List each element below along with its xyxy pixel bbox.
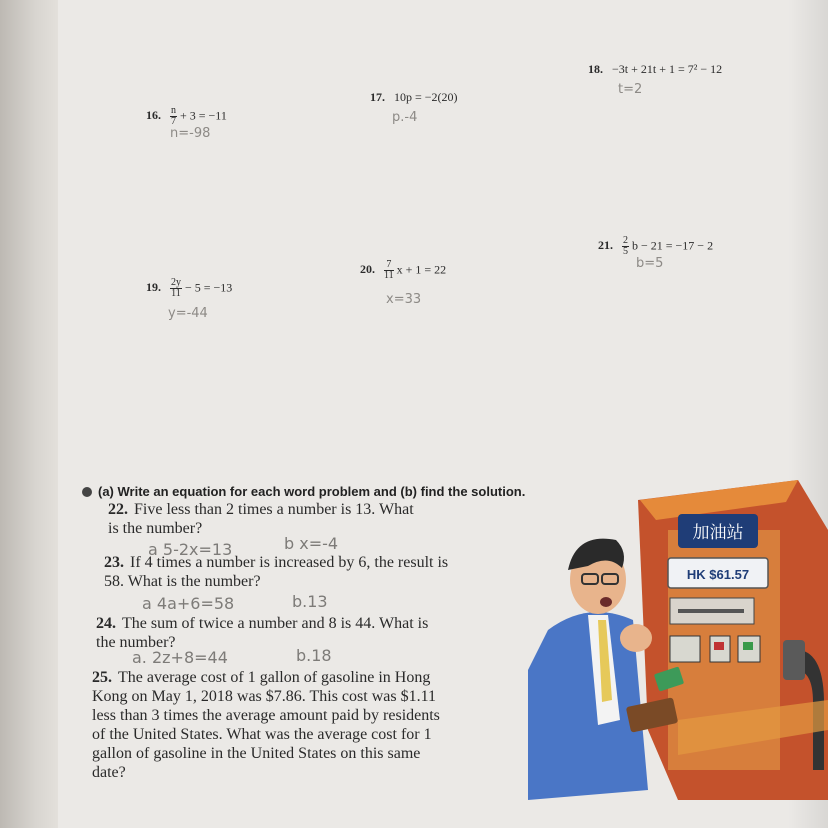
word-problem-24: 24. The sum of twice a number and 8 is 44. What is the number?	[96, 615, 429, 651]
page-edge	[0, 0, 60, 828]
problem-17: 17. 10p = −2(20)	[370, 90, 458, 104]
problem-19: 19. $\frac{2y}{11}$ − 5 = −13	[146, 277, 233, 299]
word-problem-25: 25. The average cost of 1 gallon of gasoline in Hong Kong on May 1, 2018 was $7.86. This cost was $1.11 less than 3 times the average amount paid by residents of the United States. What was the average cost for 1 gallon of gasoline in the United States on this same date?	[92, 669, 440, 781]
work-23a: a 4a+6=58	[142, 594, 235, 613]
gas-station-illustration	[528, 470, 828, 800]
problem-16: 16. $\frac{n}{7}$ + 3 = −11	[146, 105, 227, 127]
work-23b: b.13	[292, 592, 328, 611]
bullet-icon	[82, 487, 92, 497]
answer-16: n=-98	[170, 126, 211, 141]
price-display: HK $61.57	[686, 567, 750, 582]
gas-pump-illustration	[528, 470, 828, 800]
work-22b: b x=-4	[284, 534, 339, 553]
answer-20: x=33	[386, 292, 422, 307]
sign-text: 加油站	[692, 523, 744, 543]
word-problem-22: 22. Five less than 2 times a number is 13. What is the number?	[108, 501, 414, 537]
answer-21: b=5	[636, 256, 664, 271]
answer-18: t=2	[618, 82, 643, 97]
answer-19: y=-44	[168, 306, 208, 321]
work-24a: a. 2z+8=44	[132, 648, 228, 667]
word-problem-23: 23. If 4 times a number is increased by 6, the result is 58. What is the number?	[104, 554, 449, 590]
work-22a: a 5-2x=13	[148, 540, 233, 559]
problem-21: 21. $\frac{2}{5}$ b − 21 = −17 − 2	[598, 235, 714, 257]
section-heading: (a) Write an equation for each word problem and (b) find the solution.	[82, 484, 525, 499]
answer-17: p.-4	[392, 110, 418, 125]
work-24b: b.18	[296, 646, 332, 665]
problem-18: 18. −3t + 21t + 1 = 7² − 12	[588, 62, 723, 76]
problem-20: 20. $\frac{7}{11}$ x + 1 = 22	[360, 259, 447, 281]
